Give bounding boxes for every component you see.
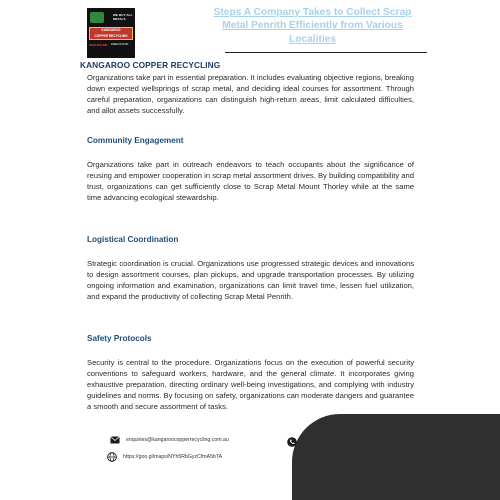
footer-email-row[interactable]	[110, 435, 229, 445]
company-name: KANGAROO COPPER RECYCLING	[80, 60, 221, 70]
globe-icon	[107, 452, 117, 462]
envelope-icon	[110, 435, 120, 445]
footer-phone-row[interactable]	[287, 437, 335, 447]
footer-phone[interactable]: 0499 200 200	[303, 439, 335, 445]
footer-map-link[interactable]: https://goo.gl/maps/NYh5RbGyzCfmA5bTA	[123, 454, 223, 460]
logo-sub: FREE PICKUP	[111, 43, 129, 46]
section-heading-logistics: Logistical Coordination	[87, 235, 179, 244]
recycle-icon	[90, 12, 104, 23]
intro-paragraph: Organizations take part in essential preparation. It includes evaluating objective regions, breaking down expected wellsprings of scrap metal, and deciding ideal courses for assortment. Through careful preparation, organizations can distinguish high-return areas, limit calculated difficulties, and allot assets successfully.	[87, 73, 414, 115]
logo-phone: 0499 200 200	[89, 43, 108, 47]
footer-map-row[interactable]	[107, 452, 222, 462]
section-heading-community: Community Engagement	[87, 136, 184, 145]
section-body-safety: Security is central to the procedure. Organizations focus on the execution of powerful security conventions to safeguard workers, hardware, and the general climate. It incorporates giving exhaustive preparation, directing ordinary well-being investigations, and complying with industry guidelines and norms. By focusing on safety, organizations can moderate dangers and guarantee a smooth and secure assortment of tasks.	[87, 358, 414, 411]
logo-tagline: WE BUY ALL METALS	[113, 13, 133, 21]
company-logo	[87, 8, 135, 58]
phone-icon	[287, 437, 297, 447]
footer-email[interactable]: enquiries@kangaroocopperrecycling.com.au	[126, 437, 229, 443]
logo-name-line2: COPPER RECYCLING	[94, 33, 128, 38]
footer-dark-shape	[292, 414, 500, 500]
logo-name-line1: KANGAROO	[101, 28, 121, 32]
section-body-logistics: Strategic coordination is crucial. Organizations use progressed strategic devices and innovations to design assortment courses, plan pickups, and upgrade transportation processes. By utilizing ongoing information and examination, organizations can limit travel time, lessen fuel utilization, and expand the productivity of collecting Scrap Metal Penrith.	[87, 259, 414, 301]
logo-banner	[89, 27, 133, 40]
section-heading-safety: Safety Protocols	[87, 334, 152, 343]
header-divider	[225, 52, 427, 53]
page-title[interactable]: Steps A Company Takes to Collect Scrap Metal Penrith Efficiently from Various Localities	[213, 7, 412, 45]
section-body-community: Organizations take part in outreach endeavors to teach occupants about the significance of reusing and empower cooperation in scrap metal assortment drives. By building compatibility and trust, organizations can get sufficiently close to Scrap Metal Mount Thorley while at the same time advancing ecological stewardship.	[87, 160, 414, 202]
